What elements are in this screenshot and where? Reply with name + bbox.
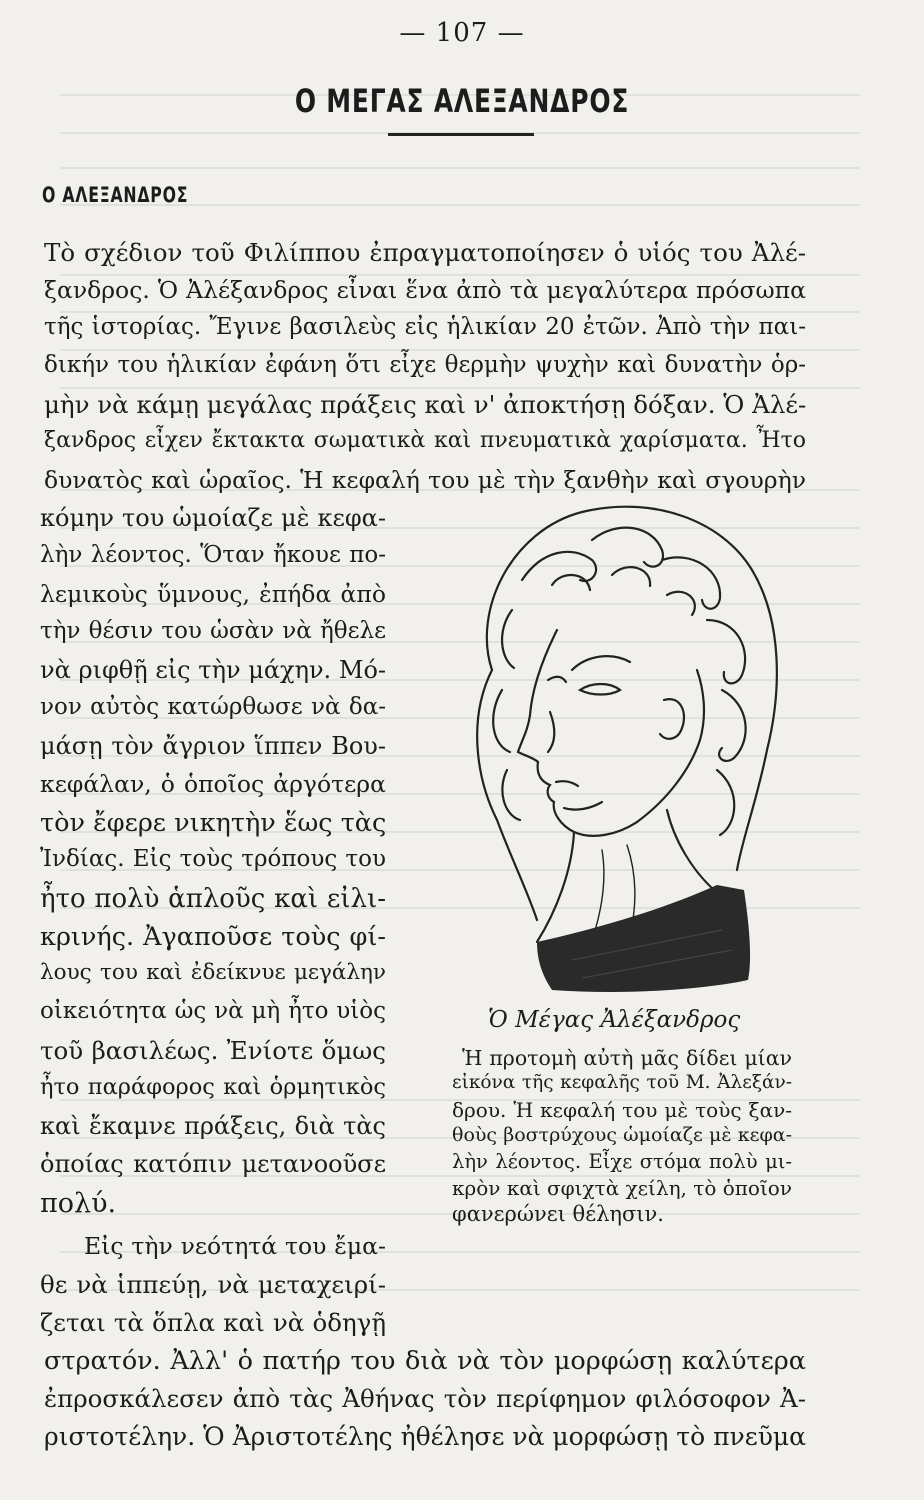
text-line: ξανδρος. Ὁ Ἀλέξανδρος εἶναι ἕνα ἀπὸ τὰ μεγαλύτερα πρόσωπα bbox=[44, 276, 806, 304]
figure-caption-line: Ἡ προτομὴ αὐτὴ μᾶς δίδει μίαν bbox=[462, 1046, 792, 1070]
column-text-line: ὁποίας κατόπιν μετανοοῦσε bbox=[40, 1150, 386, 1178]
column-text-line: καὶ ἔκαμνε πράξεις, διὰ τὰς bbox=[40, 1112, 386, 1140]
column-text-line: κεφάλαν, ὁ ὁποῖος ἀργότερα bbox=[40, 770, 386, 798]
text-line: ξανδρος εἶχεν ἔκτακτα σωματικὰ καὶ πνευματικὰ χαρίσματα. Ἦτο bbox=[44, 428, 806, 453]
figure-caption-line: λὴν λέοντος. Εἶχε στόμα πολὺ μι- bbox=[452, 1150, 792, 1173]
alexander-portrait-illustration bbox=[452, 490, 792, 1000]
text-line: μὴν νὰ κάμῃ μεγάλας πράξεις καὶ ν' ἀποκτήσῃ δόξαν. Ὁ Ἀλέ- bbox=[44, 390, 807, 419]
column-text-line: ζεται τὰ ὅπλα καὶ νὰ ὁδηγῇ bbox=[40, 1308, 386, 1337]
text-line: δικήν του ἡλικίαν ἐφάνη ὅτι εἶχε θερμὴν ψυχὴν καὶ δυνατὴν ὁρ- bbox=[44, 352, 806, 378]
page-title: Ο ΜΕΓΑΣ ΑΛΕΞΑΝΔΡΟΣ bbox=[294, 82, 630, 120]
column-text-line: θε νὰ ἱππεύῃ, νὰ μεταχειρί- bbox=[40, 1270, 386, 1299]
figure-caption-line: δρου. Ἡ κεφαλή του μὲ τοὺς ξαν- bbox=[452, 1098, 792, 1122]
column-text-line: κρινής. Ἀγαποῦσε τοὺς φί- bbox=[40, 922, 386, 952]
figure-caption-line: φανερώνει θέλησιν. bbox=[452, 1202, 664, 1226]
figure-caption-line: θοὺς βοστρύχους ὡμοίαζε μὲ κεφα- bbox=[452, 1124, 792, 1146]
figure-caption-line: κρὸν καὶ σφιχτὰ χείλη, τὸ ὁποῖον bbox=[452, 1176, 792, 1200]
text-line: στρατόν. Ἀλλ' ὁ πατήρ του διὰ νὰ τὸν μορφώσῃ καλύτερα bbox=[44, 1346, 806, 1376]
column-text-line: μάσῃ τὸν ἄγριον ἵππεν Βου- bbox=[40, 732, 386, 760]
column-text-line: λους του καὶ ἐδείκνυε μεγάλην bbox=[40, 960, 386, 985]
section-heading: Ο ΑΛΕΞΑΝΔΡΟΣ bbox=[42, 183, 189, 207]
figure-caption-line: εἰκόνα τῆς κεφαλῆς τοῦ Μ. Ἀλεξάν- bbox=[452, 1072, 792, 1093]
column-text-line: λὴν λέοντος. Ὅταν ἤκουε πο- bbox=[40, 542, 386, 568]
text-line: τῆς ἱστορίας. Ἔγινε βασιλεὺς εἰς ἡλικίαν 20 ἐτῶν. Ἀπὸ τὴν παι- bbox=[44, 314, 806, 340]
column-text-line: κόμην του ὡμοίαζε μὲ κεφα- bbox=[40, 504, 386, 532]
column-text-line: ἦτο πολὺ ἁπλοῦς καὶ εἰλι- bbox=[40, 884, 386, 914]
column-text-line: Ἰνδίας. Εἰς τοὺς τρόπους του bbox=[40, 846, 386, 872]
column-text-line: ἦτο παράφορος καὶ ὁρμητικὸς bbox=[40, 1074, 386, 1100]
column-text-line: λεμικοὺς ὕμνους, ἐπήδα ἀπὸ bbox=[40, 580, 386, 608]
text-line: ἐπροσκάλεσεν ἀπὸ τὰς Ἀθήνας τὸν περίφημον φιλόσοφον Ἀ- bbox=[44, 1384, 806, 1413]
column-text-line: τοῦ βασιλέως. Ἐνίοτε ὅμως bbox=[40, 1036, 386, 1065]
column-text-line: οἰκειότητα ὡς νὰ μὴ ἦτο υἱὸς bbox=[40, 998, 386, 1024]
column-text-line: Εἰς τὴν νεότητά του ἔμα- bbox=[84, 1232, 386, 1260]
title-underline bbox=[388, 133, 534, 136]
column-text-line: νον αὐτὸς κατώρθωσε νὰ δα- bbox=[40, 694, 386, 720]
column-text-line: τὴν θέσιν του ὡσὰν νὰ ἤθελε bbox=[40, 618, 386, 644]
text-line: ριστοτέλην. Ὁ Ἀριστοτέλης ἠθέλησε νὰ μορφώσῃ τὸ πνεῦμα bbox=[44, 1422, 807, 1451]
column-text-line: τὸν ἔφερε νικητὴν ἕως τὰς bbox=[40, 808, 387, 838]
text-line: Τὸ σχέδιον τοῦ Φιλίππου ἐπραγματοποίησεν ὁ υἱός του Ἀλέ- bbox=[44, 238, 806, 267]
column-text-line: πολύ. bbox=[40, 1188, 117, 1219]
figure-caption-title: Ὁ Μέγας Ἀλέξανδρος bbox=[488, 1007, 741, 1033]
column-text-line: νὰ ριφθῇ εἰς τὴν μάχην. Μό- bbox=[40, 656, 386, 684]
page-number: — 107 — bbox=[399, 18, 525, 48]
text-line: δυνατὸς καὶ ὡραῖος. Ἡ κεφαλή του μὲ τὴν ξανθὴν καὶ σγουρὴν bbox=[44, 466, 806, 494]
